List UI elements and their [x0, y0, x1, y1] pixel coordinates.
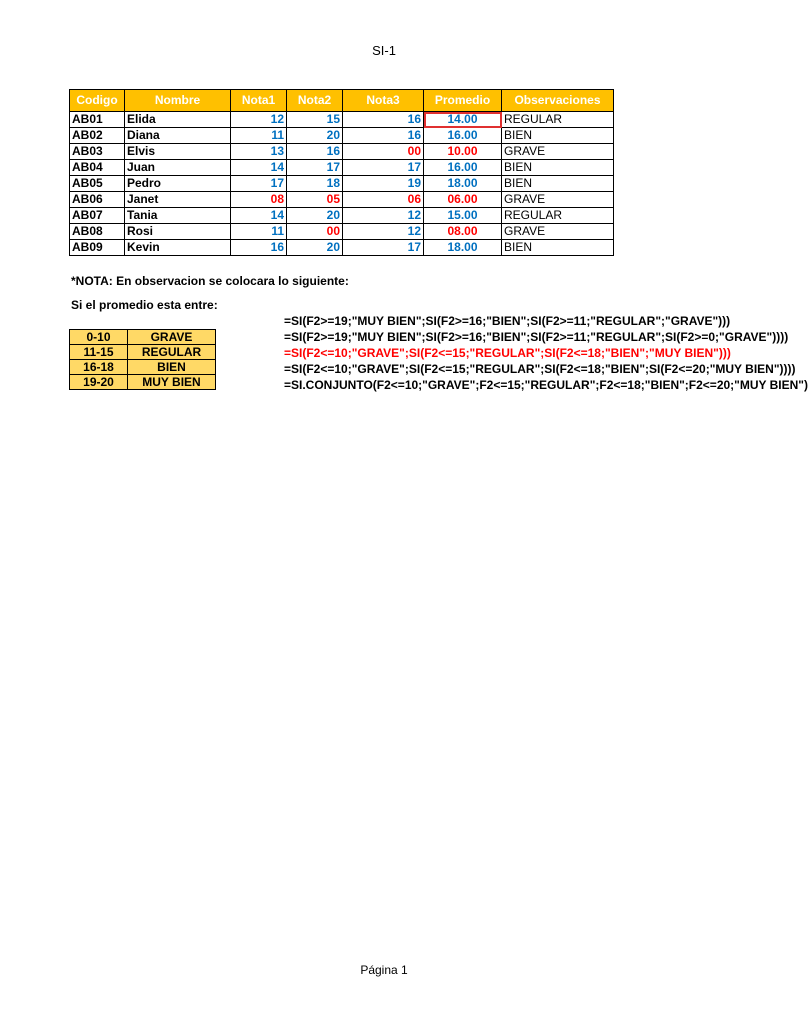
cell-nota1[interactable]: 14	[231, 208, 287, 224]
cell-nota2[interactable]: 15	[287, 112, 343, 128]
header-nota3[interactable]: Nota3	[343, 90, 424, 112]
cell-nota1[interactable]: 11	[231, 128, 287, 144]
table-row	[70, 240, 614, 256]
header-codigo[interactable]: Codigo	[70, 90, 125, 112]
cell-nombre[interactable]: Pedro	[125, 176, 231, 192]
range-row	[70, 330, 216, 345]
cell-codigo[interactable]: AB01	[70, 112, 125, 128]
cell-nota2[interactable]: 17	[287, 160, 343, 176]
range-label-cell[interactable]: GRAVE	[128, 330, 216, 345]
cell-nota3[interactable]: 19	[343, 176, 424, 192]
cell-nota1[interactable]: 11	[231, 224, 287, 240]
range-cell[interactable]: 19-20	[70, 375, 128, 390]
cell-nota2[interactable]: 20	[287, 240, 343, 256]
cell-nota2[interactable]: 00	[287, 224, 343, 240]
cell-codigo[interactable]: AB03	[70, 144, 125, 160]
cell-nota1[interactable]: 14	[231, 160, 287, 176]
cell-nota2[interactable]: 20	[287, 208, 343, 224]
cell-observaciones[interactable]: GRAVE	[502, 192, 614, 208]
cell-nota3[interactable]: 12	[343, 208, 424, 224]
grades-header-row	[70, 90, 614, 112]
page-footer: Página 1	[360, 963, 408, 977]
table-row	[70, 128, 614, 144]
formula-line[interactable]: =SI.CONJUNTO(F2<=10;"GRAVE";F2<=15;"REGULAR";F2<=18;"BIEN";F2<=20;"MUY BIEN")	[284, 378, 808, 392]
range-label-cell[interactable]: MUY BIEN	[128, 375, 216, 390]
cell-promedio[interactable]: 16.00	[424, 160, 502, 176]
range-row	[70, 375, 216, 390]
cell-promedio[interactable]: 10.00	[424, 144, 502, 160]
cell-promedio[interactable]: 15.00	[424, 208, 502, 224]
cell-promedio-selected[interactable]: 14.00	[424, 112, 502, 128]
cell-nota2[interactable]: 05	[287, 192, 343, 208]
cell-observaciones[interactable]: REGULAR	[502, 112, 614, 128]
cell-nota1[interactable]: 16	[231, 240, 287, 256]
range-cell[interactable]: 11-15	[70, 345, 128, 360]
range-label-cell[interactable]: BIEN	[128, 360, 216, 375]
range-row	[70, 360, 216, 375]
cell-nombre[interactable]: Rosi	[125, 224, 231, 240]
sheet-title: SI-1	[372, 43, 396, 58]
cell-promedio[interactable]: 18.00	[424, 176, 502, 192]
formula-line[interactable]: =SI(F2<=10;"GRAVE";SI(F2<=15;"REGULAR";SI(F2<=18;"BIEN";SI(F2<=20;"MUY BIEN"))))	[284, 362, 796, 376]
header-observaciones[interactable]: Observaciones	[502, 90, 614, 112]
cell-nota3[interactable]: 17	[343, 160, 424, 176]
cell-observaciones[interactable]: BIEN	[502, 160, 614, 176]
range-cell[interactable]: 16-18	[70, 360, 128, 375]
cell-codigo[interactable]: AB04	[70, 160, 125, 176]
ranges-table	[69, 329, 216, 390]
cell-observaciones[interactable]: REGULAR	[502, 208, 614, 224]
header-nota2[interactable]: Nota2	[287, 90, 343, 112]
cell-nota1[interactable]: 12	[231, 112, 287, 128]
formula-line[interactable]: =SI(F2>=19;"MUY BIEN";SI(F2>=16;"BIEN";SI(F2>=11;"REGULAR";"GRAVE")))	[284, 314, 731, 328]
cell-nota2[interactable]: 20	[287, 128, 343, 144]
cell-promedio[interactable]: 08.00	[424, 224, 502, 240]
table-row	[70, 208, 614, 224]
cell-nombre[interactable]: Elvis	[125, 144, 231, 160]
cell-codigo[interactable]: AB09	[70, 240, 125, 256]
cell-nombre[interactable]: Diana	[125, 128, 231, 144]
promedio-rango-text: Si el promedio esta entre:	[71, 298, 218, 312]
cell-nota3[interactable]: 12	[343, 224, 424, 240]
cell-nombre[interactable]: Kevin	[125, 240, 231, 256]
table-row	[70, 224, 614, 240]
cell-observaciones[interactable]: BIEN	[502, 128, 614, 144]
range-row	[70, 345, 216, 360]
nota-text: *NOTA: En observacion se colocara lo siguiente:	[71, 274, 349, 288]
cell-promedio[interactable]: 18.00	[424, 240, 502, 256]
cell-observaciones[interactable]: GRAVE	[502, 144, 614, 160]
cell-nombre[interactable]: Juan	[125, 160, 231, 176]
cell-nota3[interactable]: 17	[343, 240, 424, 256]
cell-nombre[interactable]: Janet	[125, 192, 231, 208]
cell-codigo[interactable]: AB07	[70, 208, 125, 224]
formulas-block	[284, 313, 808, 393]
header-promedio[interactable]: Promedio	[424, 90, 502, 112]
table-row	[70, 192, 614, 208]
cell-observaciones[interactable]: BIEN	[502, 240, 614, 256]
header-nombre[interactable]: Nombre	[125, 90, 231, 112]
cell-promedio[interactable]: 06.00	[424, 192, 502, 208]
cell-nota1[interactable]: 17	[231, 176, 287, 192]
cell-nota1[interactable]: 08	[231, 192, 287, 208]
cell-codigo[interactable]: AB08	[70, 224, 125, 240]
table-row	[70, 176, 614, 192]
cell-nombre[interactable]: Tania	[125, 208, 231, 224]
cell-nota3[interactable]: 00	[343, 144, 424, 160]
formula-line-highlighted[interactable]: =SI(F2<=10;"GRAVE";SI(F2<=15;"REGULAR";SI(F2<=18;"BIEN";"MUY BIEN")))	[284, 346, 731, 360]
cell-observaciones[interactable]: GRAVE	[502, 224, 614, 240]
cell-nota2[interactable]: 16	[287, 144, 343, 160]
cell-codigo[interactable]: AB02	[70, 128, 125, 144]
cell-nota3[interactable]: 16	[343, 112, 424, 128]
header-nota1[interactable]: Nota1	[231, 90, 287, 112]
cell-nota3[interactable]: 16	[343, 128, 424, 144]
cell-codigo[interactable]: AB05	[70, 176, 125, 192]
table-row	[70, 160, 614, 176]
table-row	[70, 112, 614, 128]
cell-codigo[interactable]: AB06	[70, 192, 125, 208]
grades-table	[69, 89, 614, 256]
range-label-cell[interactable]: REGULAR	[128, 345, 216, 360]
cell-nota3[interactable]: 06	[343, 192, 424, 208]
formula-line[interactable]: =SI(F2>=19;"MUY BIEN";SI(F2>=16;"BIEN";SI(F2>=11;"REGULAR";SI(F2>=0;"GRAVE"))))	[284, 330, 789, 344]
table-row	[70, 144, 614, 160]
cell-nota1[interactable]: 13	[231, 144, 287, 160]
cell-nombre[interactable]: Elida	[125, 112, 231, 128]
cell-nota2[interactable]: 18	[287, 176, 343, 192]
cell-promedio[interactable]: 16.00	[424, 128, 502, 144]
cell-observaciones[interactable]: BIEN	[502, 176, 614, 192]
range-cell[interactable]: 0-10	[70, 330, 128, 345]
